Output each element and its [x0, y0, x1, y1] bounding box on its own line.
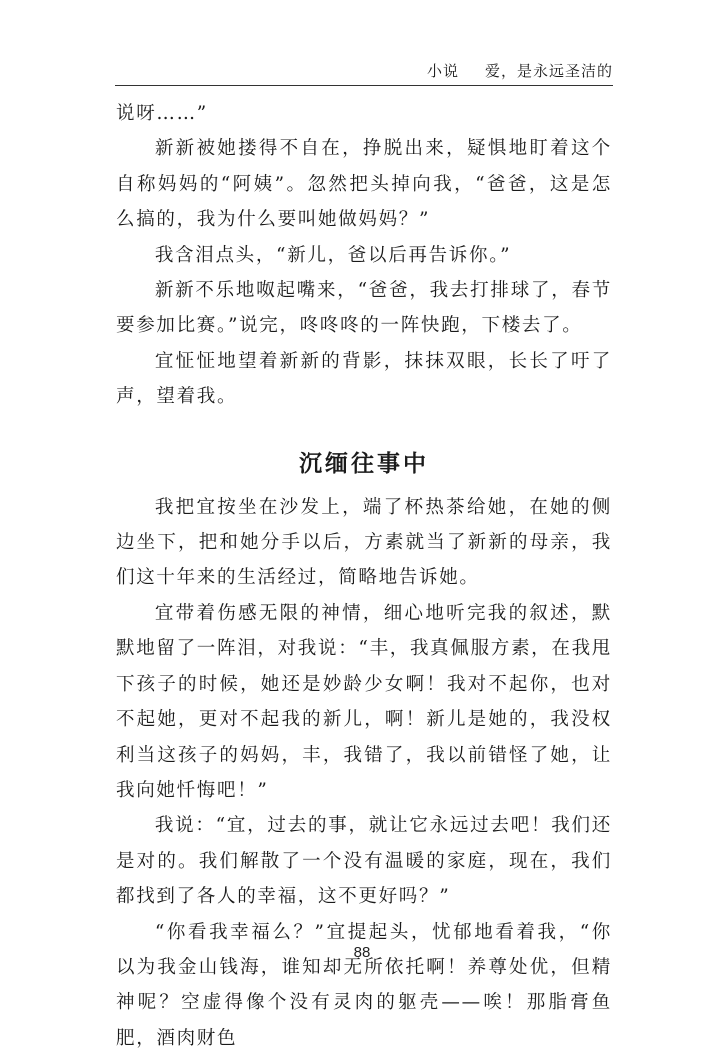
paragraph: 新新被她搂得不自在，挣脱出来，疑惧地盯着这个自称妈妈的“阿姨”。忽然把头掉向我，“爸爸，这是怎么搞的，我为什么要叫她做妈妈？”: [116, 138, 612, 231]
header-section: 小说: [426, 62, 459, 80]
page-number: 88: [353, 944, 371, 961]
paragraph: 我含泪点头，“新儿，爸以后再告诉你。”: [154, 244, 512, 266]
section-title: 沉缅往事中: [299, 449, 429, 477]
paragraph: 我把宜按坐在沙发上，端了杯热茶给她，在她的侧边坐下，把和她分手以后，方素就当了新新的母亲，我们这十年来的生活经过，简略地告诉她。: [116, 496, 612, 589]
paragraph: 我说：“宜，过去的事，就让它永远过去吧！我们还是对的。我们解散了一个没有温暖的家庭，现在，我们都找到了各人的幸福，这不更好吗？”: [116, 815, 612, 908]
paragraph: 说呀……”: [116, 103, 208, 124]
paragraph: 宜怔怔地望着新新的背影，抹抹双眼，长长了吁了声，望着我。: [116, 350, 612, 408]
paragraph: 宜带着伤感无限的神情，细心地听完我的叙述，默默地留了一阵泪，对我说：“丰，我真佩服方素，在我甩下孩子的时候，她还是妙龄少女啊！我对不起你，也对不起她，更对不起我的新儿，啊！新儿是她的，我没权利当这孩子的妈妈，丰，我错了，我以前错怪了她，让我向她忏悔吧！”: [116, 602, 612, 801]
paragraph: “你看我幸福么？”宜提起头，忧郁地看着我，“你以为我金山钱海，谁知却无所依托啊！养尊处优，但精神呢？空虚得像个没有灵肉的躯壳——唉！那脂膏鱼肥，酒肉财色: [116, 921, 612, 1049]
body-text: [116, 96, 612, 1056]
header-title: 爱，是永远圣洁的: [484, 62, 613, 80]
running-header: [115, 55, 613, 86]
paragraph: 新新不乐地呶起嘴来，“爸爸，我去打排球了，春节要参加比赛。”说完，咚咚咚的一阵快跑，下楼去了。: [116, 280, 612, 337]
